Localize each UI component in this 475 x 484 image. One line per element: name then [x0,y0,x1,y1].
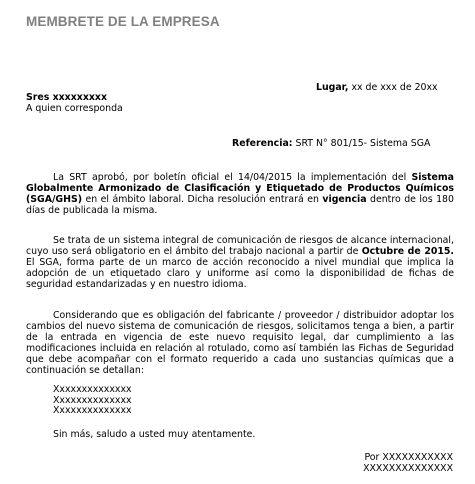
date-value: xx de xxx de 20xx [348,82,438,93]
place-date-line [316,82,438,93]
paragraph-1-text-b: en el ámbito laboral. Dicha resolución entrará en [82,194,323,206]
list-item: Xxxxxxxxxxxxxx [53,384,132,395]
paragraph-2-date: Octubre de 2015. [361,246,454,258]
paragraph-3 [26,310,454,377]
paragraph-2-text-b: El SGA, forma parte de un marco de acción reconocido a nivel mundial que implica la adopción de un etiquetado claro y uniforme así como la disponibilidad de fichas de seguridad estandarizadas y en nuestro idioma. [26,257,454,291]
letterhead-title: MEMBRETE DE LA EMPRESA [26,14,220,29]
place-label: Lugar, [316,82,349,93]
paragraph-2-text-a: Se trata de un sistema integral de comunicación de riesgos de alcance internacional, cuyo uso será obligatorio en el ámbito del trabajo nacional a partir de [26,235,454,258]
list-item: Xxxxxxxxxxxxxx [53,405,132,417]
paragraph-1-text-c: dentro de los 180 días de publicada la misma. [26,194,454,217]
reference-value: SRT N° 801/15- Sistema SGA [292,138,431,149]
recipient-salutation: A quien corresponda [26,103,123,114]
recipient-name: Sres xxxxxxxxx [26,92,108,103]
paragraph-2 [26,235,454,290]
paragraph-1-text-a: La SRT aprobó, por boletín oficial el 14/04/2015 la implementación del [53,172,412,183]
list-item: Xxxxxxxxxxxxxx [53,394,132,406]
closing-line: Sin más, saludo a usted muy atentamente. [53,429,256,440]
signature-line-2: XXXXXXXXXXXXXX [363,463,453,474]
paragraph-3-text: Considerando que es obligación del fabricante / proveedor / distribuidor adoptar los cambios del nuevo sistema de comunicación de riesgos, solicitamos tenga a bien, a partir de la entrada en vigencia de este nuevo requisito legal, dar cumplimiento a las modificaciones incluida en relación al rotulado, como así también las Fichas de Seguridad que debe acompañar con el formato requerido a cada uno sustancias químicas que a continuación se detallan: [26,310,454,377]
paragraph-1-system-name: Sistema Globalmente Armonizado de Clasificación y Etiquetado de Productos Químicos (SGA/GHS) [26,172,454,206]
signature-line-1: Por XXXXXXXXXXX [364,452,453,463]
reference-line [232,138,430,149]
substance-list [53,385,132,417]
paragraph-1 [26,172,454,216]
reference-label: Referencia: [232,138,293,149]
paragraph-1-vigencia: vigencia [322,194,367,206]
